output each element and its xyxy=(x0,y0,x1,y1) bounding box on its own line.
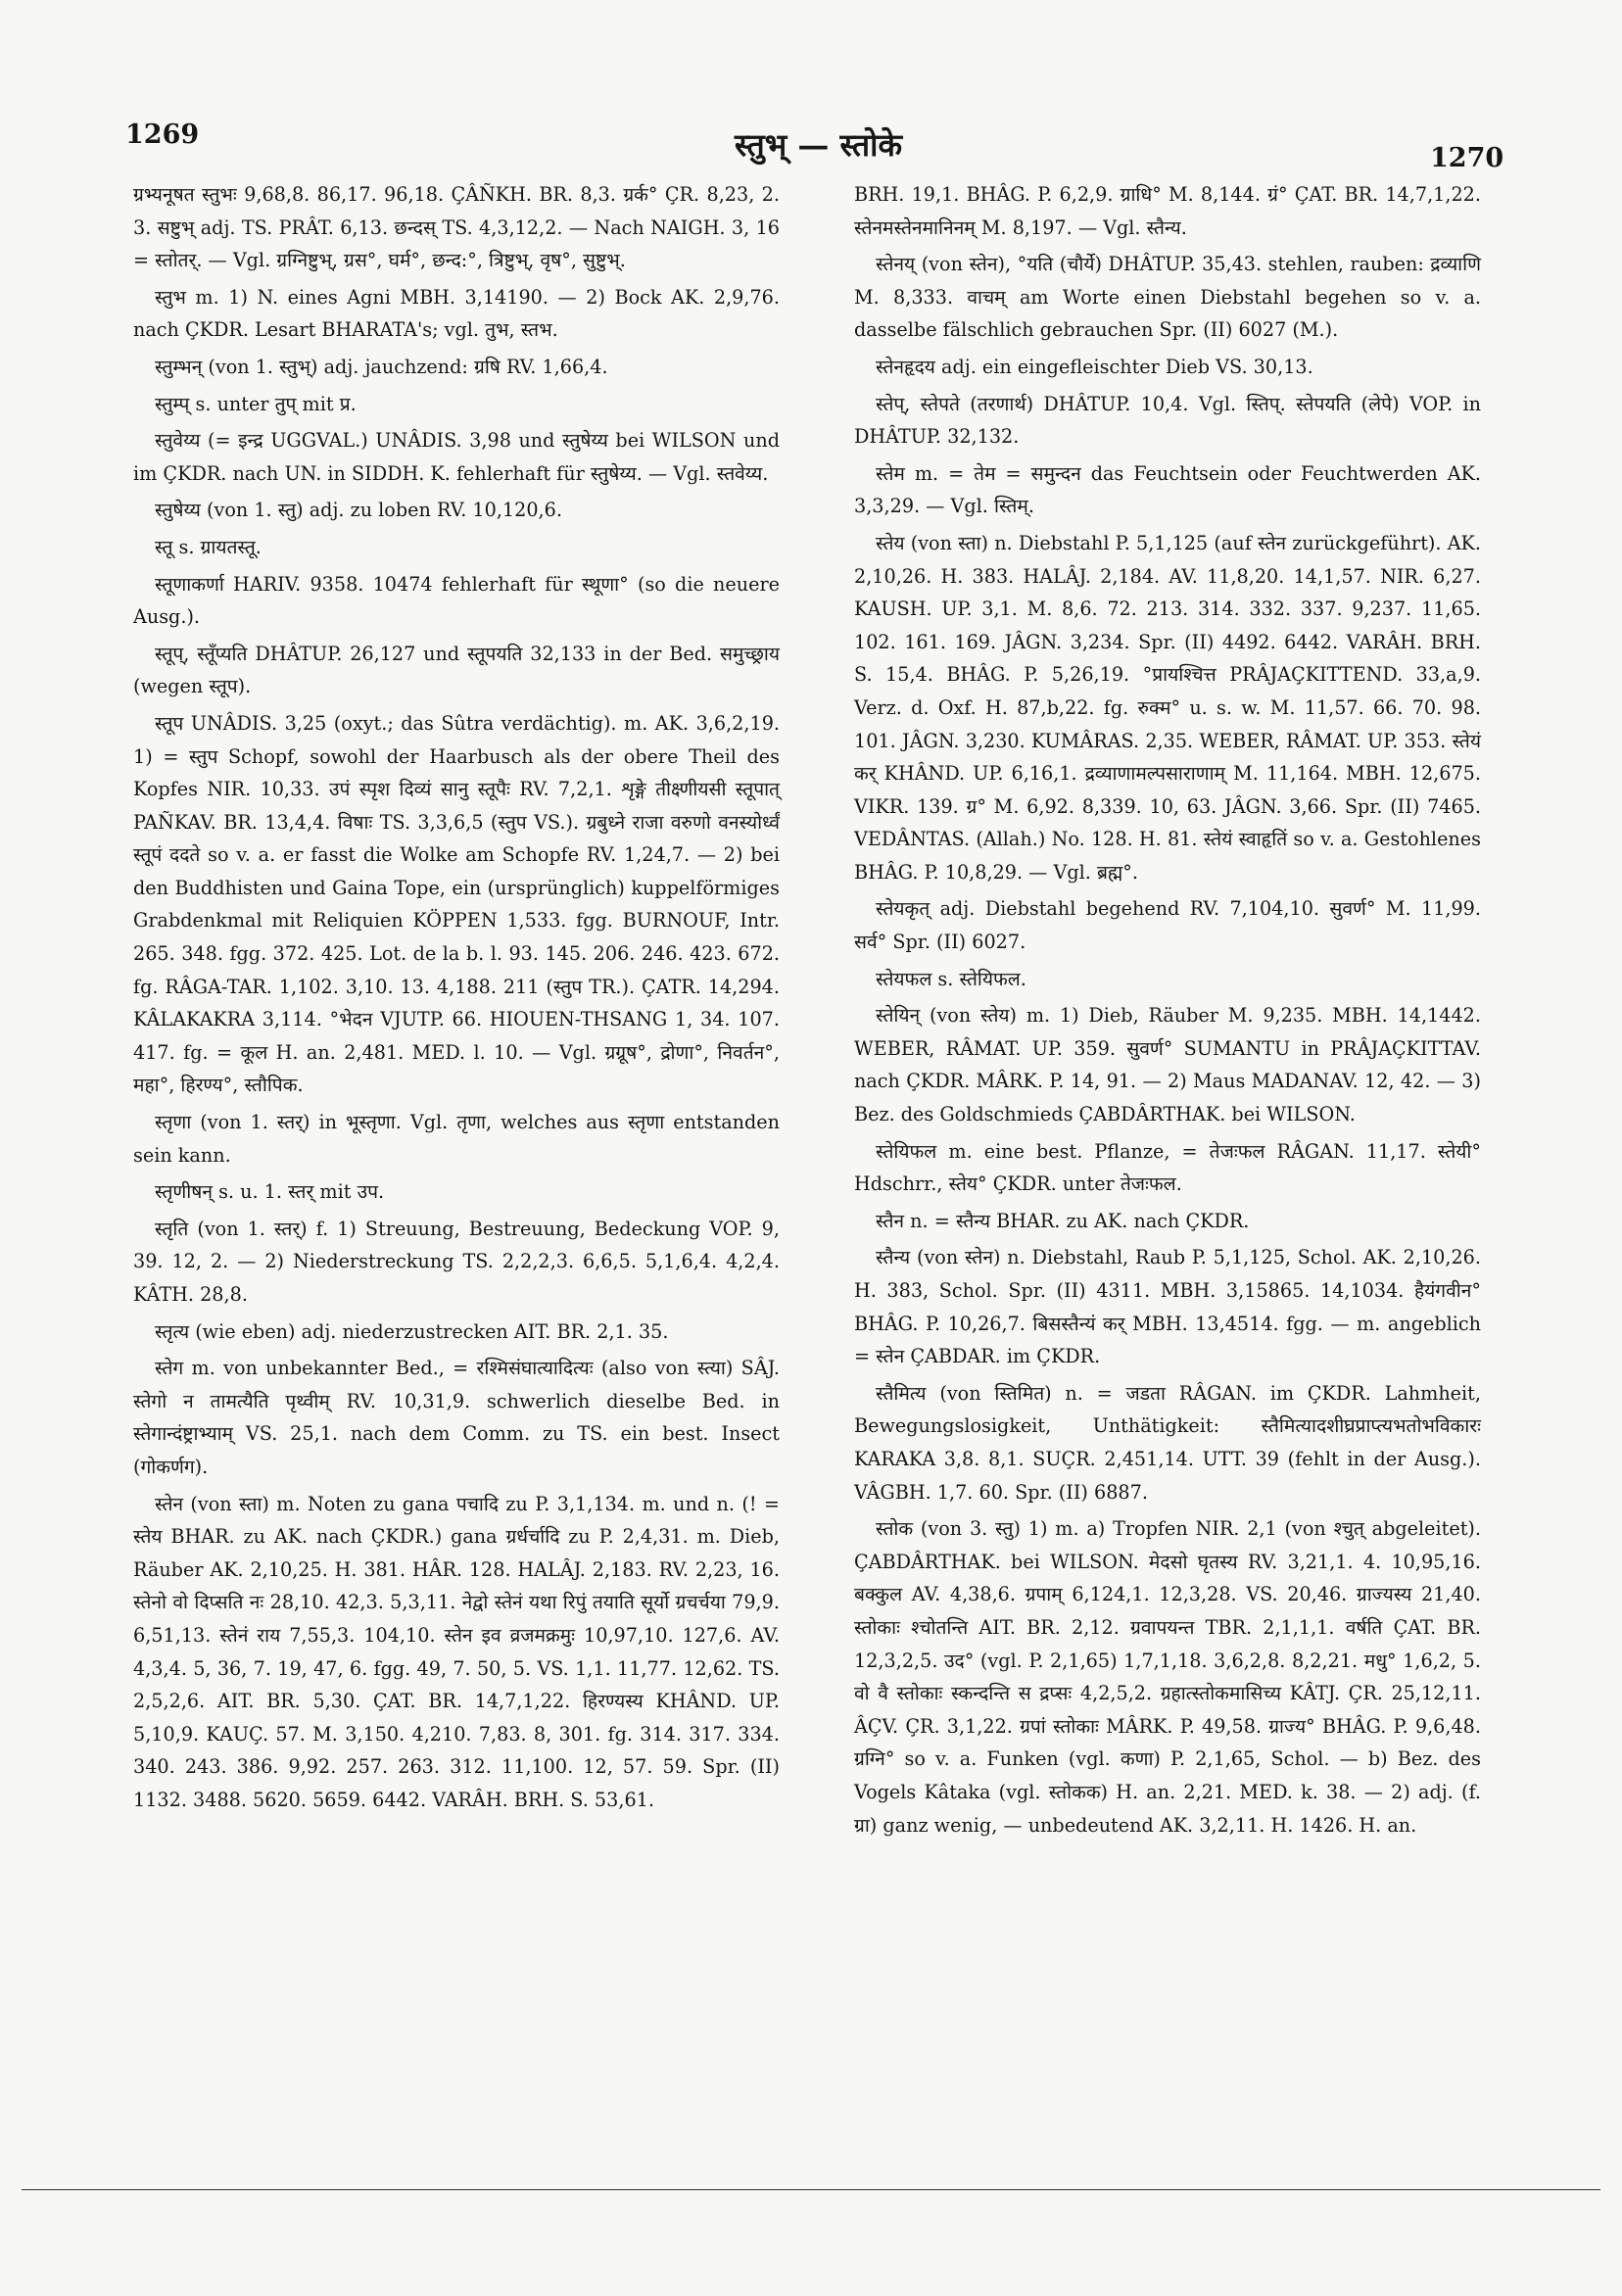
dictionary-entry: स्तूप UNÂDIS. 3,25 (oxyt.; das Sûtra verdächtig). m. AK. 3,6,2,19. 1) = स्तुप Schopf, sowohl der Haarbusch als der obere Theil des Kopfes NIR. 10,33. उपं स्पृश दिव्यं सानु स्तूपैः RV. 7,2,1. शृङ्गे तीक्ष्णीयसी स्तूपात् PAÑKAV. BR. 13,4,4. विषाः TS. 3,3,6,5 (स्तुप VS.). ग्रबुध्ने राजा वरुणो वनस्योर्ध्वं स्तूपं ददते so v. a. er fasst die Wolke am Schopfe RV. 1,24,7. — 2) bei den Buddhisten und Gaina Tope, ein (ursprünglich) kuppelförmiges Grabdenkmal mit Reliquien KÖPPEN 1,533. fgg. BURNOUF, Intr. 265. 348. fgg. 372. 425. Lot. de la b. l. 93. 145. 206. 246. 423. 672. fg. RÂGA-TAR. 1,102. 3,10. 13. 4,188. 211 (स्तुप TR.). ÇATR. 14,294. KÂLAKAKRA 3,114. °भेदन VJUTP. 66. HIOUEN-THSANG 1, 34. 107. 417. fg. = कूल H. an. 2,481. MED. l. 10. — Vgl. ग्रग्रूष°, द्रोणा°, निवर्तन°, महा°, हिरण्य°, स्तौपिक. xyxy=(133,711,780,1097)
dictionary-entry: स्तूणाकर्णा HARIV. 9358. 10474 fehlerhaft für स्थूणा° (so die neuere Ausg.). xyxy=(133,572,780,629)
dictionary-entry: स्तुभ m. 1) N. eines Agni MBH. 3,14190. — 2) Bock AK. 2,9,76. nach ÇKDR. Lesart BHARATA's; vgl. तुभ, स्तभ. xyxy=(133,285,780,342)
dictionary-entry: स्तृति (von 1. स्तर्) f. 1) Streuung, Bestreuung, Bedeckung VOP. 9, 39. 12, 2. — 2) Niederstreckung TS. 2,2,2,3. 6,6,5. 5,1,6,4. 4,2,4. KÂTH. 28,8. xyxy=(133,1217,780,1306)
page-number-right: 1270 xyxy=(1430,143,1504,173)
dictionary-entry: स्तुषेय्य (von 1. स्तु) adj. zu loben RV. 10,120,6. xyxy=(155,499,562,522)
dictionary-entry: स्तृणा (von 1. स्तर्) in भूस्तृणा. Vgl. तृणा, welches aus स्तृणा entstanden sein kann. xyxy=(133,1111,780,1167)
dictionary-entry: स्तैन n. = स्तैन्य BHAR. zu AK. nach ÇKDR. xyxy=(876,1209,1250,1232)
dictionary-entry: स्तू s. ग्रायतस्तू. xyxy=(155,535,262,558)
dictionary-entry: स्तोक (von 3. स्तु) 1) m. a) Tropfen NIR. 2,1 (von श्चुत् abgeleitet). ÇABDÂRTHAK. bei WILSON. मेदसो घृतस्य RV. 3,21,1. 4. 10,95,16. बक्कुल AV. 4,38,6. ग्रपाम् 6,124,1. 12,3,28. VS. 20,46. ग्राज्यस्य 21,40. स्तोकाः श्चोतन्ति AIT. BR. 2,12. ग्रवापयन्त TBR. 2,1,1,1. वर्षति ÇAT. BR. 12,3,2,5. उद° (vgl. P. 2,1,65) 1,7,1,18. 3,6,2,8. 8,2,21. मधु° 1,6,2, 5. वो वै स्तोकाः स्कन्दन्ति स द्रप्सः 4,2,5,2. ग्रहात्स्तोकमासिच्य KÂTJ. ÇR. 25,12,11. ÂÇV. ÇR. 3,1,22. ग्रपां स्तोकाः MÂRK. P. 49,58. ग्राज्य° BHÂG. P. 9,6,48. ग्रग्नि° so v. a. Funken (vgl. कणा) P. 2,1,65, Schol. — b) Bez. des Vogels Kâtaka (vgl. स्तोकक) H. an. 2,21. MED. k. 38. — 2) adj. (f. ग्रा) ganz wenig, — unbedeutend AK. 3,2,11. H. 1426. H. an. xyxy=(854,1517,1481,1837)
page-header xyxy=(0,0,1622,186)
dictionary-entry: स्तेयिन् (von स्तेय) m. 1) Dieb, Räuber M. 9,235. MBH. 14,1442. WEBER, RÂMAT. UP. 359. सुवर्ण° SUMANTU in PRÂJAÇKITTAV. nach ÇKDR. MÂRK. P. 14, 91. — 2) Maus MADANAV. 12, 42. — 3) Bez. des Goldschmieds ÇABDÂRTHAK. bei WILSON. xyxy=(854,1004,1481,1126)
page-number-left: 1269 xyxy=(125,120,200,150)
footer-rule xyxy=(22,2189,1600,2190)
dictionary-entry: स्तैमित्य (von स्तिमित) n. = जडता RÂGAN. im ÇKDR. Lahmheit, Bewegungslosigkeit, Unthätigkeit: स्तैमित्यादशीघ्रप्राप्त्यभतोभविकारः KARAKA 3,8. 8,1. SUÇR. 2,451,14. UTT. 39 (fehlt in der Ausg.). VÂGBH. 1,7. 60. Spr. (II) 6887. xyxy=(854,1381,1481,1504)
dictionary-entry: स्तेग m. von unbekannter Bed., = रश्मिसंघात्यादित्यः (also von स्त्या) SÂJ. स्तेगो न तामत्यैति पृथ्वीम् RV. 10,31,9. schwerlich dieselbe Bed. in स्तेगान्दंष्ट्राभ्याम् VS. 25,1. nach dem Comm. zu TS. ein best. Insect (गोकर्णग). xyxy=(133,1357,780,1478)
dictionary-entry: स्तेप्, स्तेपते (तरणार्थ) DHÂTUP. 10,4. Vgl. स्तिप्. स्तेपयति (लेपे) VOP. in DHÂTUP. 32,132. xyxy=(854,392,1481,449)
dictionary-entry: स्तेन (von स्ता) m. Noten zu gana पचादि zu P. 3,1,134. m. und n. (! = स्तेय BHAR. zu AK. nach ÇKDR.) gana ग्रर्धर्चादि zu P. 2,4,31. m. Dieb, Räuber AK. 2,10,25. H. 381. HÂR. 128. HALÂJ. 2,183. RV. 2,23, 16. स्तेनो वो दिप्सति नः 28,10. 42,3. 5,3,11. नेद्वो स्तेनं यथा रिपुं तयाति सूर्यो ग्रचर्चया 79,9. 6,51,13. स्तेनं राय 7,55,3. 104,10. स्तेन इव व्रजमक्रमुः 10,97,10. 127,6. AV. 4,3,4. 5, 36, 7. 19, 47, 6. fgg. 49, 7. 50, 5. VS. 1,1. 11,77. 12,62. TS. 2,5,2,6. AIT. BR. 5,30. ÇAT. BR. 14,7,1,22. हिरण्यस्य KHÂND. UP. 5,10,9. KAUÇ. 57. M. 3,150. 4,210. 7,83. 8, 301. fg. 314. 317. 334. 340. 243. 386. 9,92. 257. 263. 312. 11,100. 12, 57. 59. Spr. (II) 1132. 3488. 5620. 5659. 6442. VARÂH. BRH. S. 53,61. xyxy=(133,1492,780,1811)
dictionary-entry: स्तेयफल s. स्तेयिफल. xyxy=(876,967,1026,990)
dictionary-entry: स्तेय (von स्ता) n. Diebstahl P. 5,1,125 (auf स्तेन zurückgeführt). AK. 2,10,26. H. 383. HALÂJ. 2,184. AV. 11,8,20. 14,1,57. NIR. 6,27. KAUSH. UP. 3,1. M. 8,6. 72. 213. 314. 332. 337. 9,237. 11,65. 102. 161. 169. JÂGN. 3,234. Spr. (II) 4492. 6442. VARÂH. BRH. S. 15,4. BHÂG. P. 5,26,19. °प्रायश्चित्त PRÂJAÇKITTEND. 33,a,9. Verz. d. Oxf. H. 87,b,22. fg. रुक्म° u. s. w. M. 11,57. 66. 70. 98. 101. JÂGN. 3,230. KUMÂRAS. 2,35. WEBER, RÂMAT. UP. 353. स्तेयं कर् KHÂND. UP. 6,16,1. द्रव्याणामल्पसाराणाम् M. 11,164. MBH. 12,675. VIKR. 139. ग्र° M. 6,92. 8,339. 10, 63. JÂGN. 3,66. Spr. (II) 7465. VEDÂNTAS. (Allah.) No. 128. H. 81. स्तेयं स्वाहृतिं so v. a. Gestohlenes BHÂG. P. 10,8,29. — Vgl. ब्रह्म°. xyxy=(854,531,1481,884)
left-column xyxy=(133,178,780,1821)
right-column xyxy=(854,178,1481,1845)
dictionary-entry: ग्रभ्यनूषत स्तुभः 9,68,8. 86,17. 96,18. ÇÂÑKH. BR. 8,3. ग्रर्क° ÇR. 8,23, 2. 3. सष्टुभ् adj. TS. PRÂT. 6,13. छन्दस् TS. 4,3,12,2. — Nach NAIGH. 3, 16 = स्तोतर्. — Vgl. ग्रग्निष्टुभ्, ग्रस°, घर्म°, छन्द:°, त्रिष्टुभ्, वृष°, सुष्टुभ्. xyxy=(133,183,780,272)
dictionary-entry: स्तैन्य (von स्तेन) n. Diebstahl, Raub P. 5,1,125, Schol. AK. 2,10,26. H. 383, Schol. Spr. (II) 4311. MBH. 3,15865. 14,1034. हैयंगवीन° BHÂG. P. 10,26,7. बिसस्तैन्यं कर् MBH. 13,4514. fgg. — m. angeblich = स्तेन ÇABDAR. im ÇKDR. xyxy=(854,1246,1481,1368)
dictionary-entry: स्तेनहृदय adj. ein eingefleischter Dieb VS. 30,13. xyxy=(876,355,1313,378)
running-headwords: स्तुभ् — स्तोके xyxy=(735,126,903,164)
dictionary-entry: स्तुम्भन् (von 1. स्तुभ्) adj. jauchzend: ग्रषि RV. 1,66,4. xyxy=(155,355,608,378)
dictionary-entry: स्तूप्, स्तूँप्यति DHÂTUP. 26,127 und स्तूपयति 32,133 in der Bed. समुच्छ्राय (wegen स्तूप). xyxy=(133,642,780,698)
dictionary-entry: BRH. 19,1. BHÂG. P. 6,2,9. ग्राधि° M. 8,144. ग्रं° ÇAT. BR. 14,7,1,22. स्तेनमस्तेनमानिनम् M. 8,197. — Vgl. स्तैन्य. xyxy=(854,183,1481,239)
dictionary-entry: स्तृत्य (wie eben) adj. niederzustrecken AIT. BR. 2,1. 35. xyxy=(155,1319,669,1343)
dictionary-entry: स्तुम्प् s. unter तुप् mit प्र. xyxy=(155,392,357,415)
dictionary-entry: स्तेयकृत् adj. Diebstahl begehend RV. 7,104,10. सुवर्ण° M. 11,99. सर्व° Spr. (II) 6027. xyxy=(854,897,1481,954)
dictionary-entry: स्तृणीषन् s. u. 1. स्तर् mit उप. xyxy=(155,1180,385,1204)
dictionary-entry: स्तेम m. = तेम = समुन्दन das Feuchtsein oder Feuchtwerden AK. 3,3,29. — Vgl. स्तिम्. xyxy=(854,461,1481,518)
dictionary-entry: स्तेयिफल m. eine best. Pflanze, = तेजःफल RÂGAN. 11,17. स्तेयी° Hdschrr., स्तेय° ÇKDR. unter तेजःफल. xyxy=(854,1139,1481,1196)
dictionary-entry: स्तुवेय्य (= इन्द्र UGGVAL.) UNÂDIS. 3,98 und स्तुषेय्य bei WILSON und im ÇKDR. nach UN. in SIDDH. K. fehlerhaft für स्तुषेय्य. — Vgl. स्तवेय्य. xyxy=(133,429,780,485)
dictionary-entry: स्तेनय् (von स्तेन), °यति (चौर्ये) DHÂTUP. 35,43. stehlen, rauben: द्रव्याणि M. 8,333. वाचम् am Worte einen Diebstahl begehen so v. a. dasselbe fälschlich gebrauchen Spr. (II) 6027 (M.). xyxy=(854,253,1481,342)
